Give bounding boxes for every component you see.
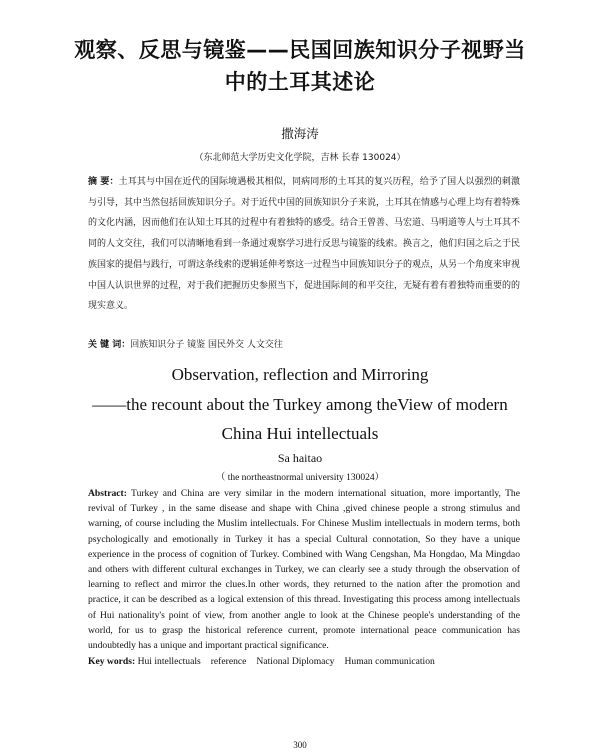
author-name-chinese: 撒海涛 <box>281 126 319 141</box>
abstract-text-chinese: 土耳其与中国在近代的国际境遇极其相似，同病同形的土耳其的复兴历程，给予了国人以强烈的刺激与引导，其中当然包括回族知识分子。对于近代中国的回族知识分子来说，土耳其在情感与心理上均有着特殊的文化内涵，因而他们在认知土耳其的过程中有着独特的感受。结合王曾善、马宏道、马明道等人与土耳其不同的人文交往，我们可以清晰地看到一条通过观察学习进行反思与镜鉴的线索。换言之，他们归国之后之于民族国家的提倡与践行，可谓这条线索的逻辑延伸考察这一过程当中回族知识分子的观点，从另一个角度来审视中国人认识世界的过程，对于我们把握历史参照当下，促进国际间的和平交往，无疑有着有着独特而重要的的现实意义。 <box>88 177 521 312</box>
keywords-label-english: Key words: <box>88 656 136 667</box>
abstract-label-english: Abstract: <box>88 488 127 499</box>
abstract-label-chinese: 摘 要： <box>88 177 119 187</box>
title-english-line-1: Observation, reflection and Mirroring <box>171 365 429 384</box>
page-number: 300 <box>293 740 307 750</box>
title-english-line-3: China Hui intellectuals <box>221 424 379 443</box>
keyword-item: Hui intellectuals <box>137 656 201 667</box>
paper-title-chinese: 观察、反思与镜鉴——民国回族知识分子视野当中的土耳其述论 <box>74 38 526 94</box>
title-english-line-2: ——the recount about the Turkey among theView of modern <box>92 394 508 414</box>
abstract-chinese <box>88 172 520 317</box>
abstract-english <box>88 486 520 653</box>
keyword-item: reference <box>210 656 247 667</box>
keywords-text-chinese: 回族知识分子 镜鉴 国民外交 人文交往 <box>130 340 283 350</box>
abstract-text-english: Turkey and China are very similar in the modern international situation, more importantly, The revival of Turkey , in the same disease and shape with China ,gived chinese people a strong stimulus and warning, of course including the Muslim intellectuals. For Chinese Muslim intellectuals in modern terms, both psychologically and emotionally in Turkey it has a special Cultural connotation, So they have a unique experience in the process of cognition of Turkey. Combined with Wang Cengshan, Ma Hongdao, Ma Mingdao and others with different cultural exchanges in Turkey, we can clearly see a study through the observation of learning to reflect and mirror the clues.In other words, they returned to the nation after the promotion and practice, it can be described as a logical extension of this thread. Investigating this process among intellectuals of Hui nationality's point of view, from another angle to look at the Chinese people's understanding of the world, for us to grasp the historical reference current, promote international peace communication has undoubtedly has a unique and important practical significance. <box>88 488 520 652</box>
affiliation-english: （ the northeastnormal university 130024） <box>215 473 385 483</box>
author-name-english: Sa haitao <box>277 451 323 465</box>
paper-title-english <box>80 360 520 449</box>
keyword-item: National Diplomacy <box>256 656 335 667</box>
keywords-english <box>88 655 520 669</box>
keywords-chinese <box>88 338 520 352</box>
keywords-label-chinese: 关 键 词： <box>88 340 131 350</box>
affiliation-chinese: （东北师范大学历史文化学院，吉林 长春 130024） <box>194 153 406 163</box>
keyword-item: Human communication <box>344 656 435 667</box>
